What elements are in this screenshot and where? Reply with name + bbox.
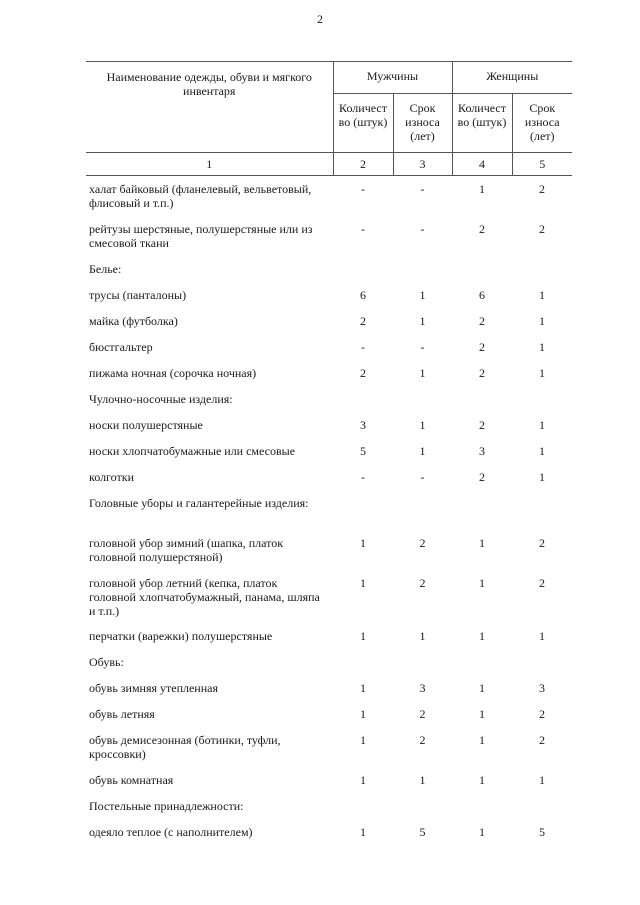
item-name-cell: бюстгальтер: [89, 340, 153, 354]
men-wear-cell: 1: [419, 288, 426, 302]
header-women-qty: Количест во (штук): [452, 94, 512, 153]
table-row: [86, 288, 572, 314]
men-wear-cell: 1: [419, 366, 426, 380]
item-name-cell: майка (футболка): [89, 314, 178, 328]
item-name-cell: Головные уборы и галантерейные изделия:: [89, 496, 309, 510]
men-wear-cell: 2: [419, 536, 426, 550]
men-wear-cell: [393, 496, 452, 536]
men-wear-cell: 2: [419, 576, 426, 590]
item-name-cell: носки полушерстяные: [89, 418, 203, 432]
women-qty-cell: 2: [479, 470, 485, 484]
men-qty-cell: 3: [360, 418, 366, 432]
men-qty-cell: 2: [360, 314, 366, 328]
men-wear-cell: [393, 655, 452, 681]
item-name-cell: Чулочно-носочные изделия:: [89, 392, 233, 406]
table-row: [86, 314, 572, 340]
column-number: 5: [512, 153, 572, 176]
table-row: [86, 536, 572, 576]
women-qty-cell: 1: [479, 536, 485, 550]
women-wear-cell: [512, 496, 572, 536]
header-men-qty: Количест во (штук): [333, 94, 393, 153]
women-wear-cell: 2: [539, 576, 545, 590]
men-qty-cell: [333, 799, 393, 825]
men-qty-cell: [333, 392, 393, 418]
table-row: [86, 470, 572, 496]
women-wear-cell: [512, 799, 572, 825]
women-wear-cell: 2: [539, 733, 545, 747]
women-wear-cell: 1: [539, 418, 545, 432]
women-qty-cell: [452, 496, 512, 536]
men-wear-cell: -: [420, 470, 425, 484]
women-wear-cell: 1: [539, 444, 545, 458]
clothing-norms-table: [86, 61, 572, 851]
table-row: [86, 681, 572, 707]
clothing-norms-table-container: [86, 61, 572, 851]
men-wear-cell: [393, 392, 452, 418]
men-qty-cell: 1: [360, 576, 366, 590]
column-number-row: [86, 153, 572, 176]
item-name-cell: носки хлопчатобумажные или смесовые: [89, 444, 296, 458]
men-wear-cell: 1: [419, 314, 426, 328]
women-wear-cell: 2: [539, 536, 545, 550]
men-qty-cell: 5: [360, 444, 366, 458]
item-name-cell: трусы (панталоны): [89, 288, 187, 302]
item-name-cell: головной убор зимний (шапка, платок головной полушерстяной): [89, 536, 284, 564]
item-name-cell: обувь комнатная: [89, 773, 174, 787]
women-qty-cell: 1: [479, 825, 485, 839]
women-wear-cell: 5: [539, 825, 545, 839]
women-qty-cell: 1: [479, 629, 485, 643]
page-number: 2: [317, 12, 323, 26]
header-men-wear: Срок износа (лет): [393, 94, 452, 153]
table-row: [86, 366, 572, 392]
table-row: [86, 392, 572, 418]
men-wear-cell: 1: [419, 773, 426, 787]
men-qty-cell: 1: [360, 707, 366, 721]
women-qty-cell: [452, 262, 512, 288]
table-row: [86, 799, 572, 825]
header-men: Мужчины: [333, 62, 452, 94]
women-qty-cell: 1: [479, 773, 485, 787]
table-header: [86, 62, 572, 176]
men-qty-cell: [333, 655, 393, 681]
header-women-wear: Срок износа (лет): [524, 101, 560, 144]
women-qty-cell: 1: [479, 182, 485, 196]
table-row: [86, 707, 572, 733]
women-qty-cell: 6: [479, 288, 485, 302]
item-name-cell: обувь демисезонная (ботинки, туфли, кроссовки): [89, 733, 281, 761]
women-qty-cell: 2: [479, 314, 485, 328]
men-qty-cell: 1: [360, 629, 366, 643]
women-wear-cell: 1: [539, 470, 545, 484]
men-qty-cell: 6: [360, 288, 366, 302]
women-wear-cell: 1: [539, 314, 545, 328]
women-wear-cell: [512, 655, 572, 681]
table-row: [86, 496, 572, 536]
women-qty-cell: 2: [479, 418, 485, 432]
table-row: [86, 733, 572, 773]
women-qty-cell: 1: [479, 707, 485, 721]
women-wear-cell: 2: [539, 707, 545, 721]
women-qty-cell: [452, 655, 512, 681]
men-qty-cell: 1: [360, 536, 366, 550]
women-wear-cell: 1: [539, 629, 545, 643]
women-wear-cell: 2: [539, 182, 545, 196]
item-name-cell: обувь зимняя утепленная: [89, 681, 218, 695]
table-row: [86, 444, 572, 470]
item-name-cell: колготки: [89, 470, 135, 484]
men-qty-cell: 1: [360, 773, 366, 787]
women-qty-cell: 1: [479, 576, 485, 590]
item-name-cell: одеяло теплое (с наполнителем): [89, 825, 253, 839]
men-wear-cell: 1: [419, 444, 426, 458]
table-body: [86, 176, 572, 852]
men-qty-cell: 2: [360, 366, 366, 380]
table-row: [86, 340, 572, 366]
men-wear-cell: 2: [419, 707, 426, 721]
column-number: 3: [393, 153, 452, 176]
table-row: [86, 773, 572, 799]
men-wear-cell: [393, 262, 452, 288]
table-row: [86, 576, 572, 629]
header-women: Женщины: [452, 62, 572, 94]
men-wear-cell: 3: [419, 681, 426, 695]
table-row: [86, 825, 572, 851]
men-wear-cell: [393, 799, 452, 825]
table-row: [86, 629, 572, 655]
women-qty-cell: [452, 799, 512, 825]
table-row: [86, 262, 572, 288]
item-name-cell: обувь летняя: [89, 707, 155, 721]
women-wear-cell: [512, 392, 572, 418]
table-row: [86, 176, 572, 223]
men-wear-cell: -: [420, 222, 425, 236]
header-item-name: Наименование одежды, обуви и мягкого инвентаря: [86, 62, 333, 153]
table-row: [86, 418, 572, 444]
table-row: [86, 222, 572, 262]
column-number: 1: [86, 153, 333, 176]
men-qty-cell: -: [361, 182, 365, 196]
women-qty-cell: 2: [479, 366, 485, 380]
item-name-cell: рейтузы шерстяные, полушерстяные или из смесовой ткани: [89, 222, 313, 250]
women-qty-cell: 2: [479, 340, 485, 354]
item-name-cell: пижама ночная (сорочка ночная): [89, 366, 257, 380]
item-name-cell: халат байковый (фланелевый, вельветовый, флисовый и т.п.): [89, 182, 312, 210]
women-wear-cell: 2: [539, 222, 545, 236]
men-qty-cell: -: [361, 222, 365, 236]
men-wear-cell: 5: [419, 825, 426, 839]
men-wear-cell: 2: [419, 733, 426, 747]
men-qty-cell: [333, 496, 393, 536]
women-qty-cell: 2: [479, 222, 485, 236]
women-wear-cell: [512, 262, 572, 288]
men-qty-cell: [333, 262, 393, 288]
men-qty-cell: 1: [360, 681, 366, 695]
item-name-cell: перчатки (варежки) полушерстяные: [89, 629, 273, 643]
men-wear-cell: 1: [419, 418, 426, 432]
item-name-cell: Постельные принадлежности:: [89, 799, 244, 813]
column-number: 2: [333, 153, 393, 176]
item-name-cell: головной убор летний (кепка, платок головной хлопчатобумажный, панама, шляпа и т.п.): [89, 576, 320, 618]
column-number: 4: [452, 153, 512, 176]
women-qty-cell: 1: [479, 681, 485, 695]
men-qty-cell: -: [361, 340, 365, 354]
men-wear-cell: -: [420, 182, 425, 196]
table-row: [86, 655, 572, 681]
men-wear-cell: 1: [419, 629, 426, 643]
women-qty-cell: 1: [479, 733, 485, 747]
men-qty-cell: -: [361, 470, 365, 484]
men-wear-cell: -: [420, 340, 425, 354]
women-wear-cell: 1: [539, 340, 545, 354]
women-wear-cell: 1: [539, 288, 545, 302]
women-wear-cell: 3: [539, 681, 545, 695]
item-name-cell: Белье:: [89, 262, 122, 276]
women-wear-cell: 1: [539, 773, 545, 787]
women-wear-cell: 1: [539, 366, 545, 380]
men-qty-cell: 1: [360, 825, 366, 839]
women-qty-cell: [452, 392, 512, 418]
women-qty-cell: 3: [479, 444, 485, 458]
men-qty-cell: 1: [360, 733, 366, 747]
item-name-cell: Обувь:: [89, 655, 124, 669]
